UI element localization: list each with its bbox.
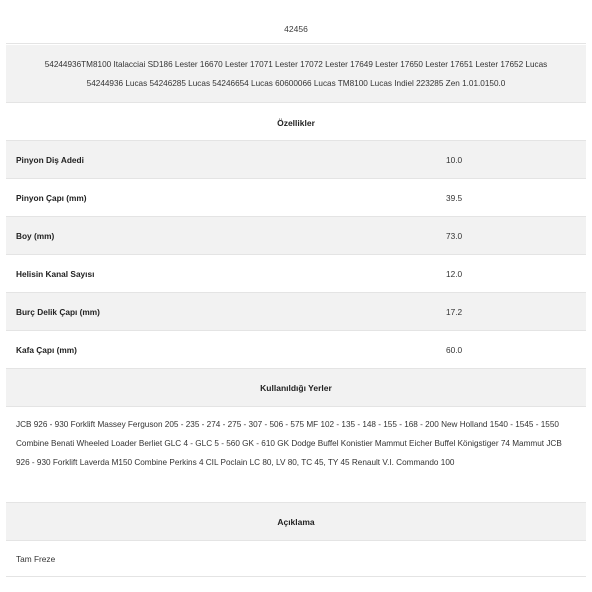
description-heading: Açıklama <box>277 516 315 527</box>
cross-reference-line: 54244936 Lucas 54246285 Lucas 54246654 Lucas 60600066 Lucas TM8100 Lucas Indiel 223285 Zen 1.01.0150.0 <box>86 78 506 88</box>
usage-text: JCB 926 - 930 Forklift Massey Ferguson 205 - 235 - 274 - 275 - 307 - 506 - 575 MF 102 - 135 - 148 - 155 - 168 - 200 New Holland 1540 - 1545 - 1550 Combine Benati Wheeled Loader Berliet GLC 4 - GLC 5 - 560 GK - 610 GK Dodge Buffel Konistier Mammut Eicher Buffel Königstiger 74 Mammut JCB 926 - 930 Forklift Laverda M150 Combine Perkins 4 CIL Poclain LC 80, LV 80, TC 45, TY 45 Renault V.I. Commando 100 <box>16 420 562 467</box>
usage-heading: Kullanıldığı Yerler <box>260 382 332 393</box>
spec-label: Burç Delik Çapı (mm) <box>16 306 100 317</box>
spec-row <box>6 293 586 331</box>
spec-row <box>6 331 586 369</box>
cross-reference-line: 54244936TM8100 Italacciai SD186 Lester 16670 Lester 17071 Lester 17072 Lester 17649 Lester 17650 Lester 17651 Lester 17652 Lucas <box>44 59 548 69</box>
specs-header <box>6 105 586 141</box>
spec-value: 73.0 <box>446 230 463 241</box>
product-code <box>6 14 586 44</box>
usage-section <box>6 407 586 503</box>
spec-row <box>6 217 586 255</box>
spec-label: Helisin Kanal Sayısı <box>16 268 95 279</box>
product-code-text: 42456 <box>284 23 308 34</box>
spec-value: 17.2 <box>446 306 463 317</box>
description-section <box>6 541 586 577</box>
spec-value: 12.0 <box>446 268 463 279</box>
spec-label: Pinyon Çapı (mm) <box>16 192 87 203</box>
spec-row <box>6 255 586 293</box>
spec-value: 60.0 <box>446 344 463 355</box>
spec-label: Pinyon Diş Adedi <box>16 154 84 165</box>
spec-value: 10.0 <box>446 154 463 165</box>
description-header <box>6 503 586 541</box>
spec-row <box>6 179 586 217</box>
cross-references <box>6 45 586 103</box>
usage-header <box>6 369 586 407</box>
description-text: Tam Freze <box>16 553 56 564</box>
spec-row <box>6 141 586 179</box>
specs-heading: Özellikler <box>277 117 315 128</box>
spec-value: 39.5 <box>446 192 463 203</box>
spec-label: Boy (mm) <box>16 230 55 241</box>
spec-label: Kafa Çapı (mm) <box>16 344 77 355</box>
